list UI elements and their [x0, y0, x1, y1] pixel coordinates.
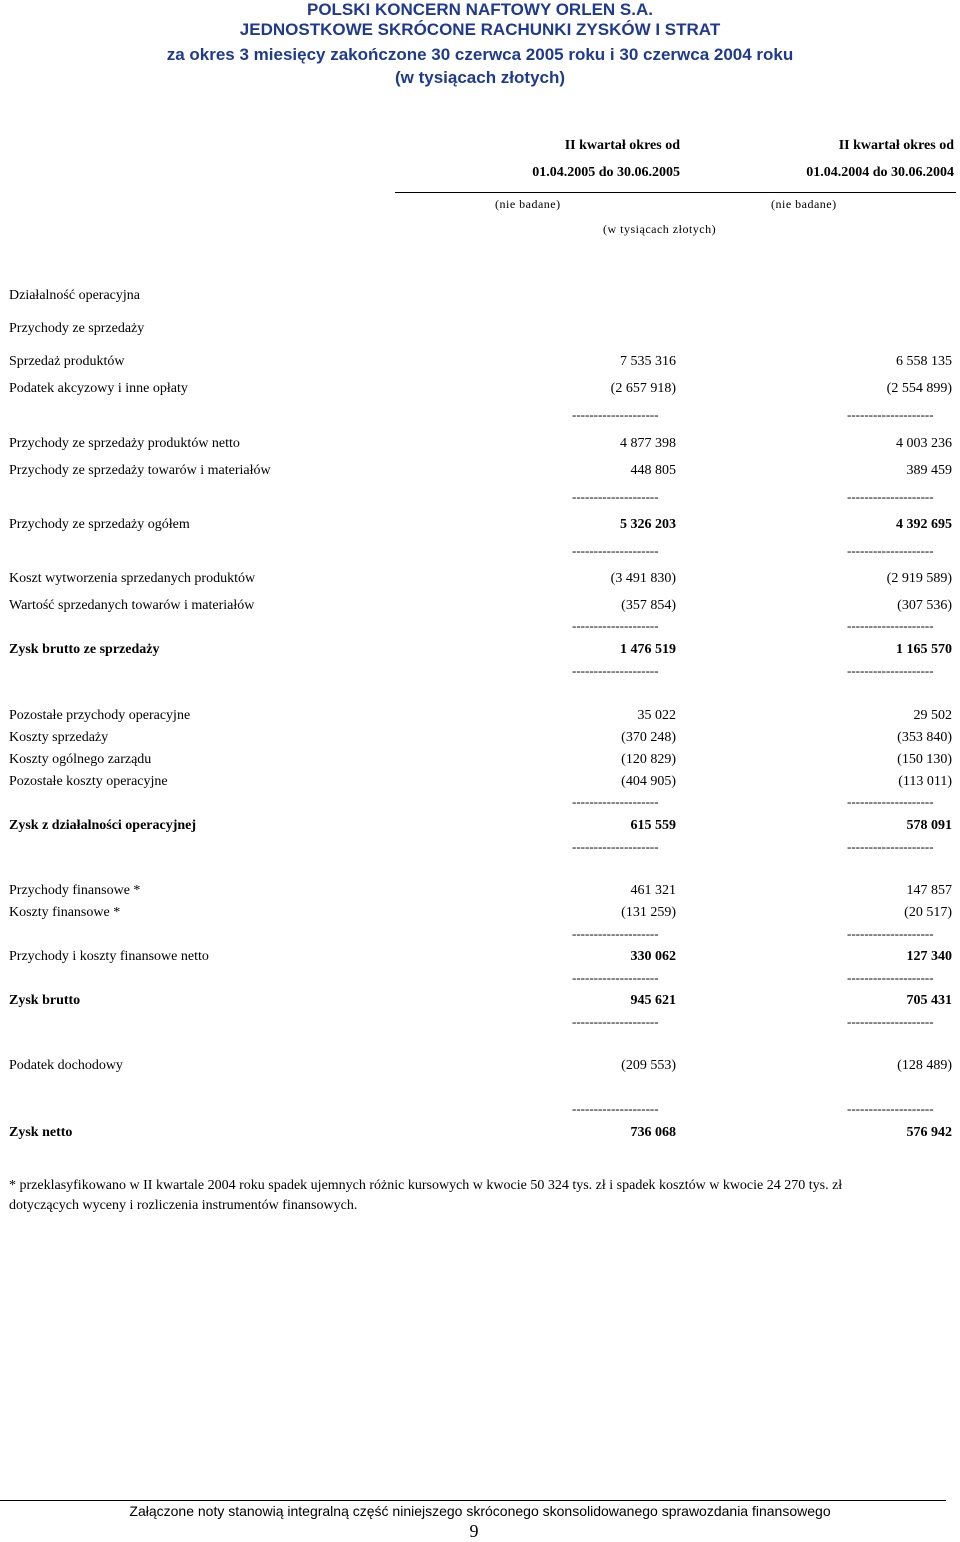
- row-value-2004: 127 340: [906, 949, 952, 964]
- company-name: POLSKI KONCERN NAFTOWY ORLEN S.A.: [306, 0, 653, 19]
- col2-audit-note: (nie badane): [771, 197, 837, 211]
- table-unit-note: (w tysiącach złotych): [603, 222, 717, 236]
- subtotal-dash: --------------------: [572, 663, 659, 678]
- subtotal-dash: --------------------: [572, 970, 659, 985]
- subtotal-dash: --------------------: [847, 618, 934, 633]
- row-value-2005: 1 476 519: [620, 642, 676, 657]
- table-row: [0, 949, 960, 967]
- row-label: Przychody i koszty finansowe netto: [9, 949, 209, 964]
- table-row: [0, 1125, 960, 1143]
- subtotal-dash: --------------------: [847, 970, 934, 985]
- table-row: [0, 381, 960, 399]
- row-label: Wartość sprzedanych towarów i materiałów: [9, 598, 255, 613]
- subtotal-dash: --------------------: [572, 839, 659, 854]
- row-label: Przychody ze sprzedaży ogółem: [9, 517, 190, 532]
- row-value-2005: (370 248): [621, 730, 676, 745]
- row-label: Przychody ze sprzedaży produktów netto: [9, 436, 240, 451]
- subtotal-dash: --------------------: [572, 618, 659, 633]
- row-value-2004: 4 392 695: [896, 517, 952, 532]
- subtotal-dash: --------------------: [572, 407, 659, 422]
- table-row: [0, 774, 960, 792]
- table-row: [0, 571, 960, 589]
- table-row: [0, 752, 960, 770]
- table-row: [0, 1058, 960, 1076]
- row-label: Przychody finansowe *: [9, 883, 141, 898]
- row-label: Podatek dochodowy: [9, 1058, 123, 1073]
- table-row: [0, 642, 960, 660]
- table-row: [0, 436, 960, 454]
- subtotal-dash: --------------------: [572, 489, 659, 504]
- subtotal-dash: --------------------: [847, 1014, 934, 1029]
- row-value-2004: 4 003 236: [896, 436, 952, 451]
- row-label: Podatek akcyzowy i inne opłaty: [9, 381, 188, 396]
- table-row: [0, 730, 960, 748]
- table-row: [0, 993, 960, 1011]
- subtotal-dash: --------------------: [847, 407, 934, 422]
- table-row: [0, 463, 960, 481]
- row-value-2005: 461 321: [630, 883, 676, 898]
- row-value-2004: 147 857: [906, 883, 952, 898]
- row-value-2004: (2 919 589): [886, 571, 952, 586]
- subtotal-dash: --------------------: [572, 926, 659, 941]
- row-value-2005: 4 877 398: [620, 436, 676, 451]
- statement-unit: (w tysiącach złotych): [394, 68, 566, 87]
- subtotal-dash: --------------------: [572, 1014, 659, 1029]
- row-label: Koszty finansowe *: [9, 905, 121, 920]
- table-row: [0, 354, 960, 372]
- row-value-2004: (307 536): [897, 598, 952, 613]
- col2-header-line2: 01.04.2004 do 30.06.2004: [806, 165, 954, 180]
- table-row: [0, 708, 960, 726]
- table-row: [0, 517, 960, 535]
- table-row: [0, 905, 960, 923]
- row-label: Zysk brutto ze sprzedaży: [9, 642, 160, 657]
- subtotal-dash: --------------------: [572, 543, 659, 558]
- row-value-2005: 330 062: [630, 949, 676, 964]
- subtotal-dash: --------------------: [847, 543, 934, 558]
- subtotal-dash: --------------------: [847, 926, 934, 941]
- footer-note: Załączone noty stanowią integralną część niniejszego skróconego skonsolidowanego sprawozdania finansowego: [129, 1503, 831, 1519]
- row-label: Zysk netto: [9, 1125, 73, 1140]
- page-number: 9: [469, 1521, 479, 1541]
- row-value-2005: (404 905): [621, 774, 676, 789]
- section-operating: Działalność operacyjna: [9, 288, 140, 303]
- col1-header-line1: II kwartał okres od: [564, 138, 680, 153]
- header-rule: [395, 192, 956, 193]
- row-value-2004: (128 489): [897, 1058, 952, 1073]
- row-label: Koszty sprzedaży: [9, 730, 109, 745]
- row-value-2004: (150 130): [897, 752, 952, 767]
- row-value-2005: (120 829): [621, 752, 676, 767]
- row-value-2005: 5 326 203: [620, 517, 676, 532]
- table-row: [0, 818, 960, 836]
- subtotal-dash: --------------------: [847, 663, 934, 678]
- table-row: [0, 598, 960, 616]
- statement-title: JEDNOSTKOWE SKRÓCONE RACHUNKI ZYSKÓW I STRAT: [239, 20, 721, 39]
- row-value-2004: (353 840): [897, 730, 952, 745]
- row-value-2004: 578 091: [906, 818, 952, 833]
- row-label: Przychody ze sprzedaży towarów i materiałów: [9, 463, 271, 478]
- row-label: Pozostałe koszty operacyjne: [9, 774, 168, 789]
- row-value-2004: 6 558 135: [896, 354, 952, 369]
- row-label: Zysk z działalności operacyjnej: [9, 818, 197, 833]
- row-value-2004: 389 459: [906, 463, 952, 478]
- row-value-2004: 705 431: [906, 993, 952, 1008]
- row-label: Pozostałe przychody operacyjne: [9, 708, 191, 723]
- footnote: * przeklasyfikowano w II kwartale 2004 roku spadek ujemnych różnic kursowych w kwocie 50 324 tys. zł i spadek kosztów w kwocie 24 270 tys. zł dotyczących wyceny i rozliczenia instrumentów finansowych.: [9, 1178, 843, 1213]
- col1-audit-note: (nie badane): [495, 197, 561, 211]
- row-value-2004: 576 942: [906, 1125, 952, 1140]
- row-value-2005: 7 535 316: [620, 354, 676, 369]
- row-value-2004: 29 502: [913, 708, 952, 723]
- row-value-2004: (113 011): [898, 774, 952, 789]
- row-label: Koszty ogólnego zarządu: [9, 752, 152, 767]
- row-value-2005: (131 259): [621, 905, 676, 920]
- row-value-2005: 736 068: [630, 1125, 676, 1140]
- subtotal-dash: --------------------: [847, 794, 934, 809]
- row-label: Koszt wytworzenia sprzedanych produktów: [9, 571, 256, 586]
- row-value-2004: 1 165 570: [896, 642, 952, 657]
- subtotal-dash: --------------------: [847, 839, 934, 854]
- subtotal-dash: --------------------: [847, 1101, 934, 1116]
- section-revenue: Przychody ze sprzedaży: [9, 321, 145, 336]
- subtotal-dash: --------------------: [572, 794, 659, 809]
- footer-rule: [0, 1500, 946, 1501]
- row-value-2005: (209 553): [621, 1058, 676, 1073]
- row-value-2005: (2 657 918): [610, 381, 676, 396]
- statement-period: za okres 3 miesięcy zakończone 30 czerwca 2005 roku i 30 czerwca 2004 roku: [166, 45, 794, 64]
- col1-header-line2: 01.04.2005 do 30.06.2005: [532, 165, 680, 180]
- row-value-2005: 945 621: [630, 993, 676, 1008]
- row-value-2004: (20 517): [904, 905, 952, 920]
- row-value-2005: 35 022: [637, 708, 676, 723]
- table-row: [0, 883, 960, 901]
- col2-header-line1: II kwartał okres od: [838, 138, 954, 153]
- row-value-2005: (357 854): [621, 598, 676, 613]
- row-value-2005: 615 559: [630, 818, 676, 833]
- row-label: Sprzedaż produktów: [9, 354, 125, 369]
- row-value-2004: (2 554 899): [886, 381, 952, 396]
- subtotal-dash: --------------------: [847, 489, 934, 504]
- row-label: Zysk brutto: [9, 993, 81, 1008]
- subtotal-dash: --------------------: [572, 1101, 659, 1116]
- row-value-2005: (3 491 830): [610, 571, 676, 586]
- row-value-2005: 448 805: [630, 463, 676, 478]
